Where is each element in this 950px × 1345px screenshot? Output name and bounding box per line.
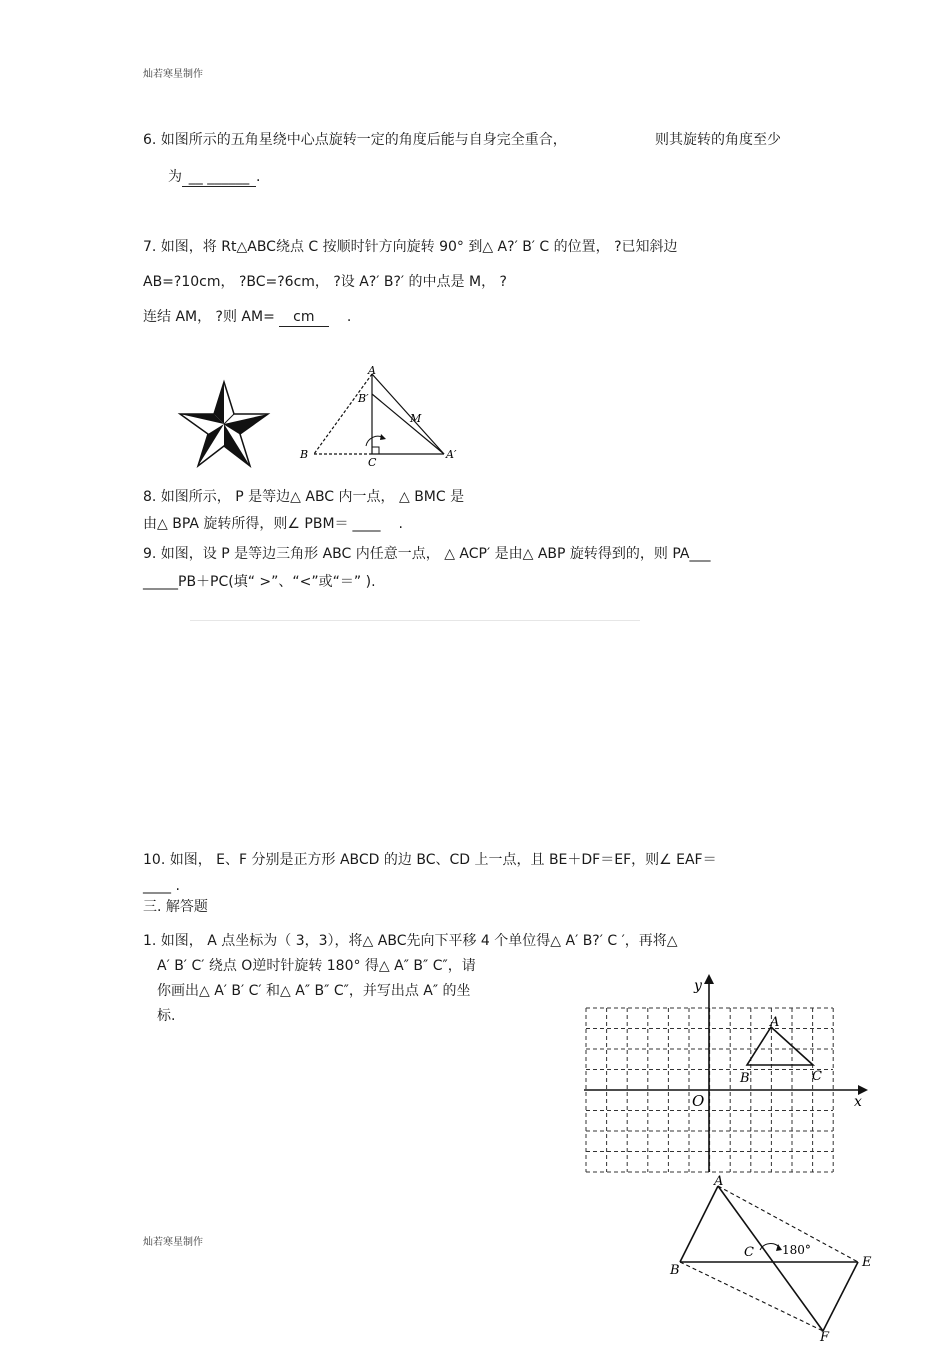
rot-label-A: A <box>714 1174 724 1189</box>
a1-line3: 你画出△ A′ B′ C′ 和△ A″ B″ C″，并写出点 A″ 的坐 <box>157 983 471 999</box>
q8-answer-blank: ____ <box>352 516 381 532</box>
grid-label-y: y <box>694 978 702 994</box>
q6-line2 <box>168 168 260 187</box>
tri-label-B1: B′ <box>358 392 369 405</box>
grid-label-B: B <box>740 1071 750 1086</box>
rot-label-B: B <box>670 1263 680 1278</box>
tri-label-C: C <box>368 456 377 469</box>
tri-label-B: B <box>300 448 309 461</box>
q8-prefix: 由△ BPA 旋转所得，则∠ PBM＝ <box>143 516 349 532</box>
q8-suffix: . <box>398 516 403 532</box>
a1-line4: 标. <box>157 1008 176 1024</box>
rot-angle-label: 180° <box>782 1243 811 1257</box>
q6-text-a: 6. 如图所示的五角星绕中心点旋转一定的角度后能与自身完全重合， <box>143 132 567 148</box>
grid-label-O: O <box>692 1092 705 1110</box>
header-watermark: 灿若寒星制作 <box>143 69 203 80</box>
footer-watermark: 灿若寒星制作 <box>143 1237 203 1248</box>
grid-label-x: x <box>854 1094 862 1110</box>
grid-label-C: C <box>812 1069 822 1084</box>
q9-line1: 9. 如图，设 P 是等边三角形 ABC 内任意一点， △ ACP′ 是由△ ABP 旋转得到的，则 PA___ <box>143 546 711 562</box>
q8-line1: 8. 如图所示， P 是等边△ ABC 内一点， △ BMC 是 <box>143 489 465 505</box>
tri-label-A: A <box>368 364 376 377</box>
rotation-180-figure <box>668 1174 880 1345</box>
q6-text-b: 则其旋转的角度至少 <box>655 132 781 148</box>
a1-line2: A′ B′ C′ 绕点 O逆时针旋转 180° 得△ A″ B″ C″，请 <box>157 958 476 974</box>
q9-line2: _____PB＋PC(填“ >”、“<”或“＝” ). <box>143 574 376 590</box>
q7-answer-blank: cm <box>279 308 329 327</box>
q6-line1 <box>143 131 567 149</box>
q6-prefix: 为 <box>168 169 182 185</box>
q6-answer-blank: __ ______ <box>182 168 256 187</box>
q7-suffix: . <box>346 309 352 325</box>
scan-artifact <box>190 620 640 621</box>
rot-label-C: C <box>744 1245 754 1260</box>
q10-line1: 10. 如图， E、F 分别是正方形 ABCD 的边 BC、CD 上一点，且 BE＋DF＝EF，则∠ EAF＝ <box>143 852 717 868</box>
q7-prefix: 连结 AM， ?则 AM= <box>143 309 275 325</box>
tri-label-M: M <box>410 412 422 425</box>
a1-line1: 1. 如图， A 点坐标为（ 3，3），将△ ABC先向下平移 4 个单位得△ A′ B?′ C ′，再将△ <box>143 933 678 949</box>
q7-line1: 7. 如图，将 Rt△ABC绕点 C 按顺时针方向旋转 90° 到△ A?′ B′ C 的位置， ?已知斜边 <box>143 239 678 255</box>
q10-line2: ____ . <box>143 878 180 894</box>
coordinate-grid-figure <box>584 970 868 1175</box>
section3-title: 三. 解答题 <box>143 899 208 915</box>
rot-label-E: E <box>862 1255 872 1270</box>
grid-label-A: A <box>770 1015 780 1030</box>
star-figure <box>178 380 270 468</box>
q6-suffix: . <box>256 169 261 185</box>
q7-line3 <box>143 308 351 327</box>
tri-label-A1: A′ <box>446 448 457 461</box>
q7-line2: AB=?10cm， ?BC=?6cm， ?设 A?′ B?′ 的中点是 M， ? <box>143 274 507 290</box>
rotation-triangle-figure <box>296 366 460 470</box>
rot-label-F: F <box>820 1330 830 1345</box>
q8-line2 <box>143 515 403 533</box>
